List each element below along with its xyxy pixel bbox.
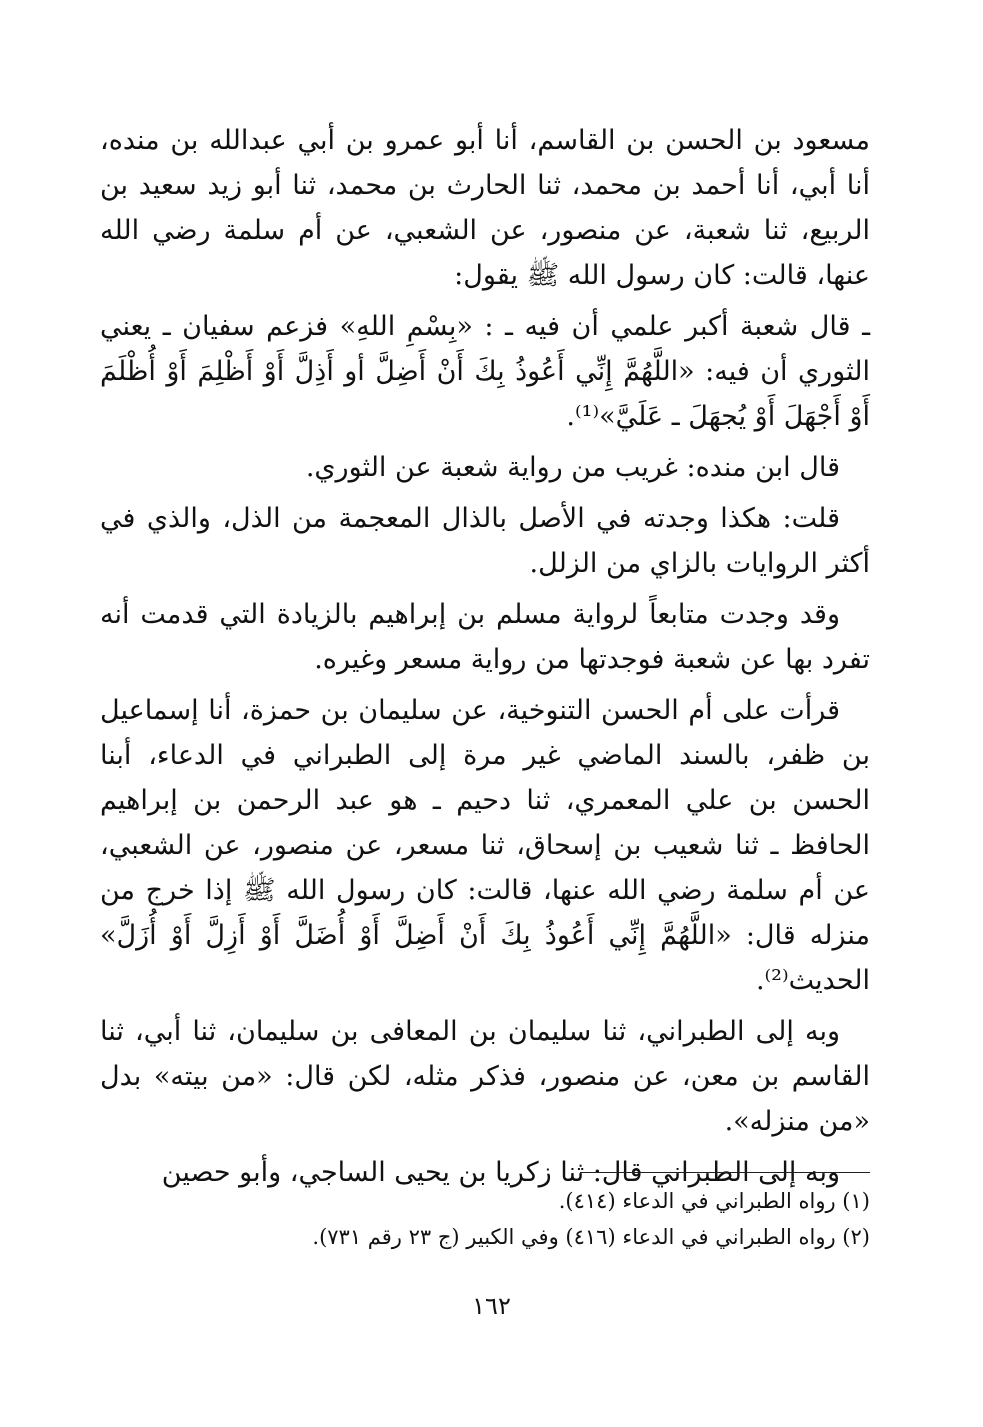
paragraph-third-chain: وبه إلى الطبراني قال: ثنا زكريا بن يحيى الساجي، وأبو حصين — [161, 1157, 840, 1188]
paragraph-hadith-text: ـ قال شعبة أكبر علمي أن فيه ـ : «بِسْمِ اللهِ» فزعم سفيان ـ يعني الثوري أن فيه: «اللَّهُمَّ إِنِّي أَعُوذُ بِكَ أَنْ أَضِلَّ أو أَذِلَّ أَوْ أَظْلِمَ أَوْ أُظْلَمَ أَوْ أَجْهَلَ أَوْ يُجهَلَ ـ عَلَيَّ»⁽¹⁾. — [100, 311, 870, 432]
footnote-divider — [580, 1172, 870, 1173]
page-number: ١٦٢ — [472, 1292, 511, 1320]
footnote-2: (٢) رواه الطبراني في الدعاء (٤١٦) وفي الكبير (ج ٢٣ رقم ٧٣١). — [312, 1225, 870, 1249]
main-text — [100, 118, 870, 1201]
paragraph-author-note: قلت: هكذا وجدته في الأصل بالذال المعجمة من الذل، والذي في أكثر الروايات بالزاي من الزلل. — [100, 503, 870, 579]
paragraph-mutabaa: وقد وجدت متابعاً لرواية مسلم بن إبراهيم بالزيادة التي قدمت أنه تفرد بها عن شعبة فوجدتها من رواية مسعر وغيره. — [100, 599, 870, 675]
paragraph-ibn-mandah-comment: قال ابن منده: غريب من رواية شعبة عن الثوري. — [305, 452, 840, 483]
paragraph-isnad: مسعود بن الحسن بن القاسم، أنا أبو عمرو بن أبي عبدالله بن منده، أنا أبي، أنا أحمد بن محمد، ثنا الحارث بن محمد، ثنا أبو زيد سعيد بن الربيع، ثنا شعبة، عن منصور، عن الشعبي، عن أم سلمة رضي الله عنها، قالت: كان رسول الله ﷺ يقول: — [100, 125, 870, 291]
footnote-1: (١) رواه الطبراني في الدعاء (٤١٤). — [558, 1189, 870, 1213]
paragraph-tabarani-chain: قرأت على أم الحسن التنوخية، عن سليمان بن حمزة، أنا إسماعيل بن ظفر، بالسند الماضي غير مرة إلى الطبراني في الدعاء، أبنا الحسن بن علي المعمري، ثنا دحيم ـ هو عبد الرحمن بن إبراهيم الحافظ ـ ثنا شعيب بن إسحاق، ثنا مسعر، عن منصور، عن الشعبي، عن أم سلمة رضي الله عنها، قالت: كان رسول الله ﷺ إذا خرج من منزله قال: «اللَّهُمَّ إِنِّي أَعُوذُ بِكَ أَنْ أَضِلَّ أَوْ أُضَلَّ أَوْ أَزِلَّ أَوْ أُزَلَّ» الحديث⁽²⁾. — [100, 695, 870, 996]
footnotes — [110, 1183, 870, 1255]
paragraph-second-chain: وبه إلى الطبراني، ثنا سليمان بن المعافى بن سليمان، ثنا أبي، ثنا القاسم بن معن، عن منصور، فذكر مثله، لكن قال: «من بيته» بدل «من منزله». — [100, 1016, 870, 1137]
